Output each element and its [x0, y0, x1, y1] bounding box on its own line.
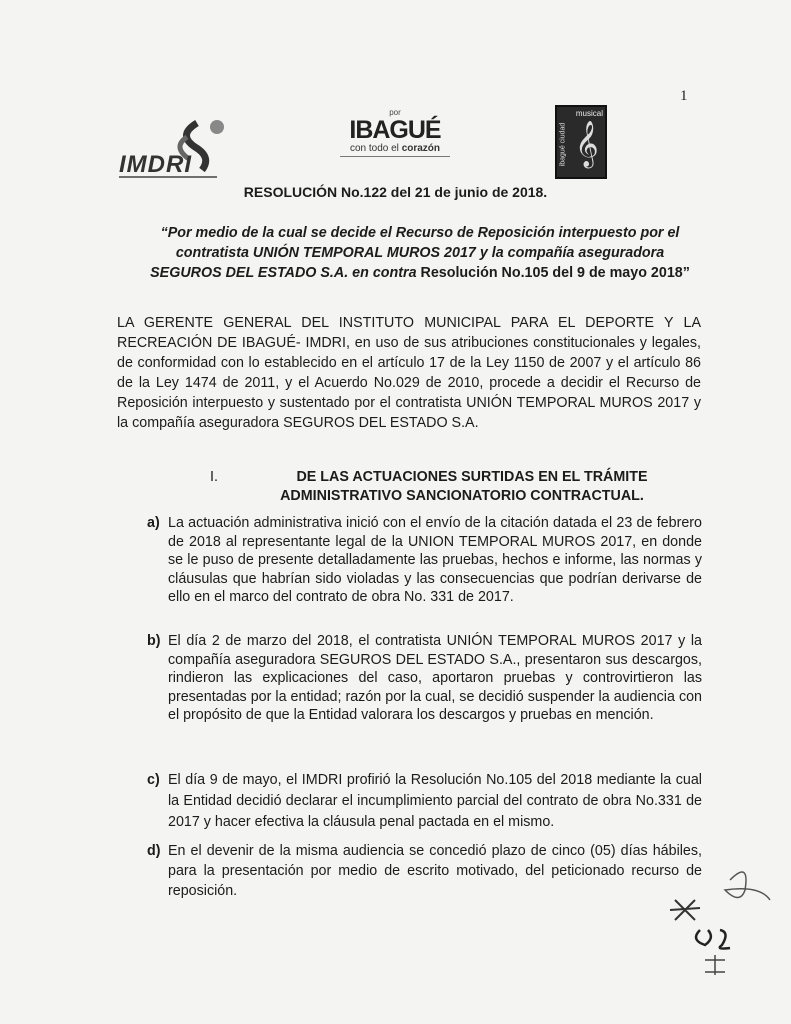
- ibague-logo: por IBAGUÉ con todo el corazón: [340, 108, 450, 173]
- intro-paragraph: LA GERENTE GENERAL DEL INSTITUTO MUNICIPAL PARA EL DEPORTE Y LA RECREACIÓN DE IBAGUÉ- IMDRI, en uso de sus atribuciones constitucionales y legales, de conformidad con lo establecido en el artículo 17 de la Ley 1150 de 2007 y el artículo 86 de la Ley 1474 de 2011, y el Acuerdo No.029 de 2010, procede a decidir el Recurso de Reposición interpuesto y sustentado por el contratista UNIÓN TEMPORAL MUROS 2017 y la compañía aseguradora SEGUROS DEL ESTADO S.A.: [117, 315, 701, 431]
- resolution-title: RESOLUCIÓN No.122 del 21 de junio de 2018.: [243, 184, 548, 200]
- imdri-logo: IMDRI: [117, 115, 237, 180]
- handwritten-initials-signature: [650, 860, 780, 1010]
- list-item: b) El día 2 de marzo del 2018, el contratista UNIÓN TEMPORAL MUROS 2017 y la compañía aseguradora SEGUROS DEL ESTADO S.A., presentaron sus descargos, rindieron las explicaciones del caso, aportaron pruebas y controvirtieron las presentadas por la entidad; razón por la cual, se decidió suspender la audiencia con el propósito de que la Entidad valorara los descargos y pruebas en mención.: [147, 633, 702, 723]
- list-item: c) El día 9 de mayo, el IMDRI profirió la Resolución No.105 del 2018 mediante la cual la Entidad decidió declarar el incumplimiento parcial del contrato de obra No.331 de 2017 y hacer efectiva la cláusula penal pactada en el mismo.: [147, 772, 702, 830]
- resolution-subtitle: “Por medio de la cual se decide el Recurso de Reposición interpuesto por el contratista UNIÓN TEMPORAL MUROS 2017 y la compañía aseguradora SEGUROS DEL ESTADO S.A. en contra Resolución No.105 del 9 de mayo 2018”: [150, 225, 690, 281]
- list-item: a) La actuación administrativa inició con el envío de la citación datada el 23 de febrero de 2018 al representante legal de la UNION TEMPORAL MUROS 2017, en donde se le puso de presente detalladamente las pruebas, hechos e informe, las normas y cláusulas que habrían sido violadas y las consecuencias que podrían derivarse de ello en el marco del contrato de obra No. 331 de 2017.: [147, 515, 702, 605]
- treble-clef-icon: 𝄞: [575, 121, 599, 167]
- page-number: 1: [680, 88, 688, 104]
- musical-logo: musical ibagué ciudad 𝄞: [555, 105, 607, 179]
- list-item: d) En el devenir de la misma audiencia se concedió plazo de cinco (05) días hábiles, para la presentación por medio de escrito motivado, del peticionado recurso de reposición.: [147, 843, 702, 899]
